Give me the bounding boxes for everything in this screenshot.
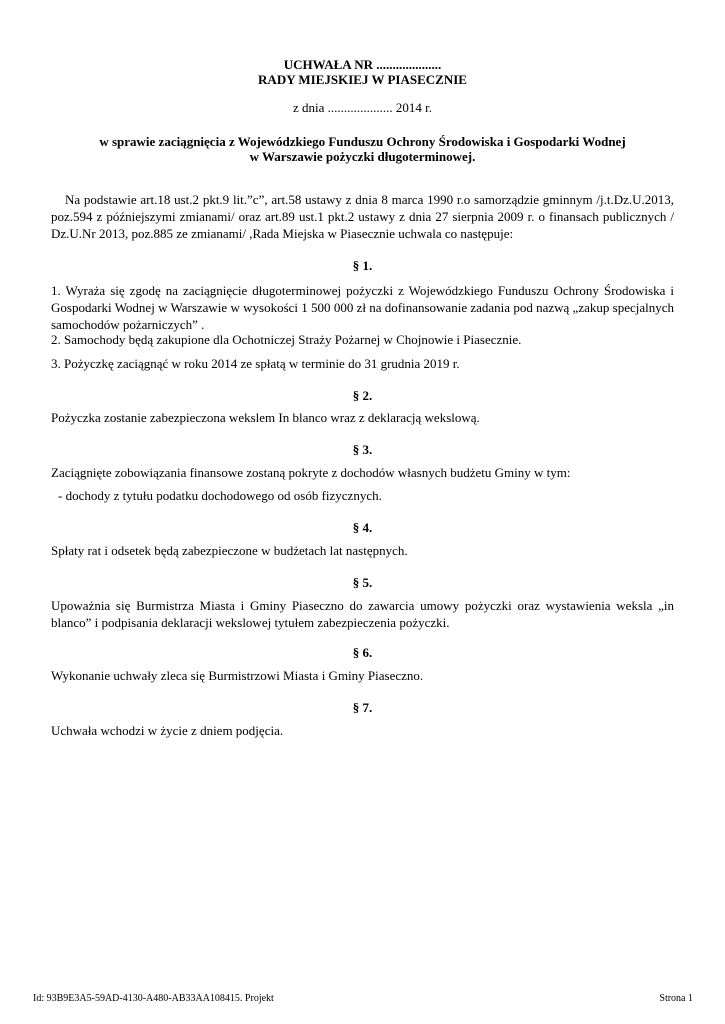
resolution-title <box>51 57 674 87</box>
section-4-heading: § 4. <box>352 520 373 535</box>
footer-page-number: Strona 1 <box>659 993 693 1004</box>
section-5-paragraph-1: Upoważnia się Burmistrza Miasta i Gminy Piaseczno do zawarcia umowy pożyczki oraz wystawienia weksla „in blanco” i podpisania deklaracji wekslowej tytułem zabezpieczenia pożyczki. <box>51 598 674 630</box>
section-1-paragraph-3: 3. Pożyczkę zaciągnąć w roku 2014 ze spłatą w terminie do 31 grudnia 2019 r. <box>51 356 460 371</box>
section-2-paragraph-1: Pożyczka zostanie zabezpieczona wekslem In blanco wraz z deklaracją wekslową. <box>51 410 480 425</box>
preamble: Na podstawie art.18 ust.2 pkt.9 lit.”c”, art.58 ustawy z dnia 8 marca 1990 r.o samorządzie gminnym /j.t.Dz.U.2013, poz.594 z późniejszymi zmianami/ oraz art.89 ust.1 pkt.2 ustawy z dnia 27 sierpnia 2009 r. o finansach publicznych / Dz.U.Nr 2013, poz.885 ze zmianami/ ,Rada Miejska w Piasecznie uchwala co następuje: <box>51 192 674 241</box>
resolution-date: z dnia .................... 2014 r. <box>292 100 432 115</box>
subject-line-2: w Warszawie pożyczki długoterminowej. <box>249 149 476 164</box>
section-6-paragraph-1: Wykonanie uchwały zleca się Burmistrzowi Miasta i Gminy Piaseczno. <box>51 668 424 683</box>
title-line-1: UCHWAŁA NR .................... <box>283 57 442 72</box>
resolution-subject <box>51 134 674 164</box>
section-2-heading: § 2. <box>352 388 373 403</box>
title-line-2: RADY MIEJSKIEJ W PIASECZNIE <box>258 72 467 87</box>
subject-line-1: w sprawie zaciągnięcia z Wojewódzkiego Funduszu Ochrony Środowiska i Gospodarki Wodnej <box>99 134 626 149</box>
section-1-heading: § 1. <box>352 258 373 273</box>
section-1-paragraph-2: 2. Samochody będą zakupione dla Ochotniczej Straży Pożarnej w Chojnowie i Piasecznie. <box>51 332 522 347</box>
section-1-paragraph-1: 1. Wyraża się zgodę na zaciągnięcie długoterminowej pożyczki z Wojewódzkiego Funduszu Ochrony Środowiska i Gospodarki Wodnej w Warszawie w wysokości 1 500 000 zł na dofinansowanie zadania pod nazwą „zakup specjalnych samochodów pożarniczych” . <box>51 283 674 332</box>
section-3-heading: § 3. <box>352 442 373 457</box>
section-7-paragraph-1: Uchwała wchodzi w życie z dniem podjęcia. <box>51 723 284 738</box>
section-7-heading: § 7. <box>352 700 373 715</box>
footer-document-id: Id: 93B9E3A5-59AD-4130-A480-AB33AA108415. Projekt <box>33 993 274 1004</box>
section-3-paragraph-2: - dochody z tytułu podatku dochodowego od osób fizycznych. <box>58 488 382 503</box>
section-5-heading: § 5. <box>352 575 373 590</box>
section-3-paragraph-1: Zaciągnięte zobowiązania finansowe zostaną pokryte z dochodów własnych budżetu Gminy w tym: <box>51 465 571 480</box>
section-6-heading: § 6. <box>352 645 373 660</box>
section-4-paragraph-1: Spłaty rat i odsetek będą zabezpieczone w budżetach lat następnych. <box>51 543 408 558</box>
